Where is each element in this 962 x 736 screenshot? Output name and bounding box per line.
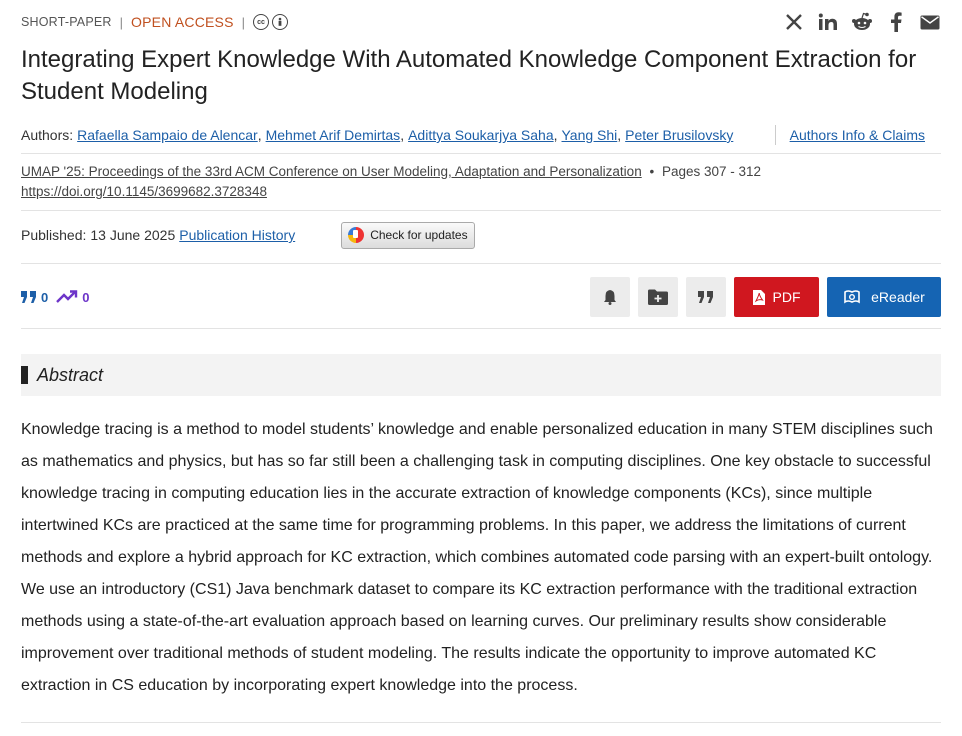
- published-row: [21, 219, 941, 251]
- pages: Pages 307 - 312: [661, 164, 762, 179]
- license-icons[interactable]: [253, 14, 288, 30]
- quote-icon: [698, 291, 714, 303]
- pdf-label: PDF: [772, 289, 801, 305]
- quote-icon: [21, 291, 37, 303]
- alert-button[interactable]: [590, 277, 630, 317]
- email-icon[interactable]: [919, 11, 941, 33]
- author-separator: ,: [257, 127, 262, 143]
- check-updates-label: Check for updates: [370, 228, 468, 242]
- linkedin-icon[interactable]: [817, 11, 839, 33]
- author-separator: ,: [617, 127, 622, 143]
- cite-button[interactable]: [686, 277, 726, 317]
- published-label: Published:: [21, 227, 87, 243]
- paper-type: SHORT-PAPER: [21, 15, 112, 29]
- divider: [775, 125, 776, 145]
- x-icon[interactable]: [783, 11, 805, 33]
- paper-title: Integrating Expert Knowledge With Automated Knowledge Component Extraction for Student Modeling: [21, 46, 917, 105]
- metrics-actions-row: [21, 277, 941, 317]
- reddit-icon[interactable]: [851, 11, 873, 33]
- author-link[interactable]: Rafaella Sampaio de Alencar: [77, 127, 258, 143]
- downloads-metric[interactable]: [56, 290, 89, 305]
- ereader-label: eReader: [871, 289, 925, 305]
- authors-row: [21, 124, 941, 146]
- pdf-file-icon: [753, 290, 765, 305]
- separator: |: [119, 14, 124, 30]
- crossmark-icon: [348, 227, 364, 243]
- action-buttons: [590, 277, 941, 317]
- abstract-text: Knowledge tracing is a method to model students’ knowledge and enable personalized education in many STEM disciplines such as mathematics and physics, but has so far still been a challenging task in computing disciplines. One key obstacle to successful knowledge tracing in computing education lies in the accurate extraction of knowledge components (KCs), since multiple intertwined KCs are practiced at the same time for programming problems. In this paper, we address the limitations of current methods and explore a hybrid approach for KC extraction, which combines automated code parsing with an expert-built ontology. We use an introductory (CS1) Java benchmark dataset to compare its KC extraction performance with the traditional extraction methods using a state-of-the-art evaluation approach based on learning curves. Our preliminary results show considerable improvement over traditional methods of student modeling. The results indicate the opportunity to improve automated KC extraction in CS education by incorporating expert knowledge into the process.: [21, 421, 933, 694]
- top-bar: [21, 11, 941, 33]
- downloads-count: 0: [82, 289, 90, 305]
- divider: [21, 263, 941, 264]
- citations-metric[interactable]: [21, 290, 48, 305]
- proceedings-link[interactable]: UMAP '25: Proceedings of the 33rd ACM Conference on User Modeling, Adaptation and Personalization: [21, 164, 642, 179]
- pdf-button[interactable]: [734, 277, 819, 317]
- author-link[interactable]: Peter Brusilovsky: [625, 127, 734, 143]
- share-bar: [783, 11, 941, 33]
- authors-label: Authors:: [21, 127, 74, 143]
- author-separator: ,: [553, 127, 558, 143]
- venue-info: [21, 162, 941, 202]
- author-link[interactable]: Yang Shi: [561, 127, 618, 143]
- bell-icon: [603, 289, 617, 305]
- abstract-heading: Abstract: [37, 364, 104, 385]
- separator: |: [241, 14, 246, 30]
- abstract-header: [21, 354, 941, 396]
- author-link[interactable]: Mehmet Arif Demirtas: [265, 127, 401, 143]
- divider: [21, 210, 941, 211]
- publication-history-link[interactable]: Publication History: [179, 227, 296, 243]
- cc-icon: cc: [253, 14, 269, 30]
- attribution-icon: [272, 14, 288, 30]
- author-separator: ,: [400, 127, 405, 143]
- doi-link[interactable]: https://doi.org/10.1145/3699682.3728348: [21, 184, 267, 199]
- facebook-icon[interactable]: [885, 11, 907, 33]
- ereader-button[interactable]: [827, 277, 941, 317]
- section-marker: [21, 366, 28, 384]
- citations-count: 0: [41, 289, 49, 305]
- published-date: 13 June 2025: [90, 227, 176, 243]
- ereader-icon: [843, 289, 861, 305]
- bullet: •: [649, 164, 655, 179]
- check-updates-button[interactable]: [341, 222, 474, 249]
- add-to-binder-button[interactable]: [638, 277, 678, 317]
- divider: [21, 328, 941, 329]
- author-link[interactable]: Adittya Soukarjya Saha: [408, 127, 554, 143]
- open-access-label: OPEN ACCESS: [131, 14, 234, 30]
- folder-plus-icon: [648, 289, 668, 305]
- divider: [21, 722, 941, 723]
- divider: [21, 153, 941, 154]
- trending-up-icon: [56, 290, 78, 304]
- authors-info-link[interactable]: Authors Info & Claims: [789, 127, 925, 143]
